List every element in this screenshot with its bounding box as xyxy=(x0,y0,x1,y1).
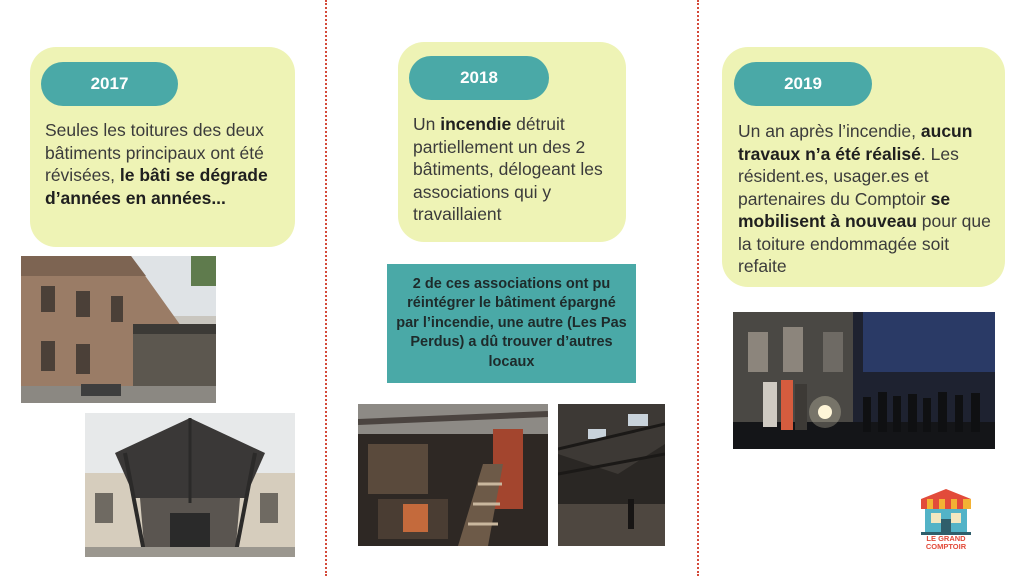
photo-burnt-interior-2018 xyxy=(358,404,548,546)
text-2019 xyxy=(738,120,1000,278)
text-2018-part-b: détruit partiellement un des 2 bâtiments, délogeant les associations qui y travaillaient xyxy=(413,114,603,224)
logo-building-icon xyxy=(921,489,971,535)
text-2017 xyxy=(45,119,290,209)
logo-line-1: LE GRAND xyxy=(926,534,966,543)
le-grand-comptoir-logo xyxy=(921,489,971,551)
text-2017-bold: le bâti se dégrade d’années en années... xyxy=(45,165,268,208)
text-2017-part: Seules les toitures des deux bâtiments principaux ont été révisées, xyxy=(45,120,264,185)
text-2019-bold-a: aucun travaux n’a été réalisé xyxy=(738,121,973,164)
column-divider-right xyxy=(697,0,699,576)
year-badge-2018: 2018 xyxy=(409,56,549,100)
text-2019-part-c: pour que la toiture endommagée soit refaite xyxy=(738,211,991,276)
text-2018-part-a: Un xyxy=(413,114,441,134)
note-associations: 2 de ces associations ont pu réintégrer le bâtiment épargné par l’incendie, une autre (Les Pas Perdus) a dû trouver d’autres locaux xyxy=(387,264,636,383)
text-2018-bold: incendie xyxy=(440,114,512,134)
photo-burnt-roof-2018 xyxy=(558,404,665,546)
text-2019-part-b: . Les résident.es, usager.es et partenaires du Comptoir xyxy=(738,143,959,209)
year-badge-2019: 2019 xyxy=(734,62,872,106)
text-2019-bold-b: se mobilisent à nouveau xyxy=(738,188,951,231)
photo-canopy-2017 xyxy=(85,413,295,557)
year-badge-2017: 2017 xyxy=(41,62,178,106)
logo-line-2: COMPTOIR xyxy=(925,542,967,551)
column-divider-left xyxy=(325,0,327,576)
photo-gathering-2019 xyxy=(733,312,995,449)
photo-building-2017 xyxy=(21,256,216,403)
text-2018 xyxy=(413,113,621,226)
text-2019-part-a: Un an après l’incendie, xyxy=(738,121,921,141)
